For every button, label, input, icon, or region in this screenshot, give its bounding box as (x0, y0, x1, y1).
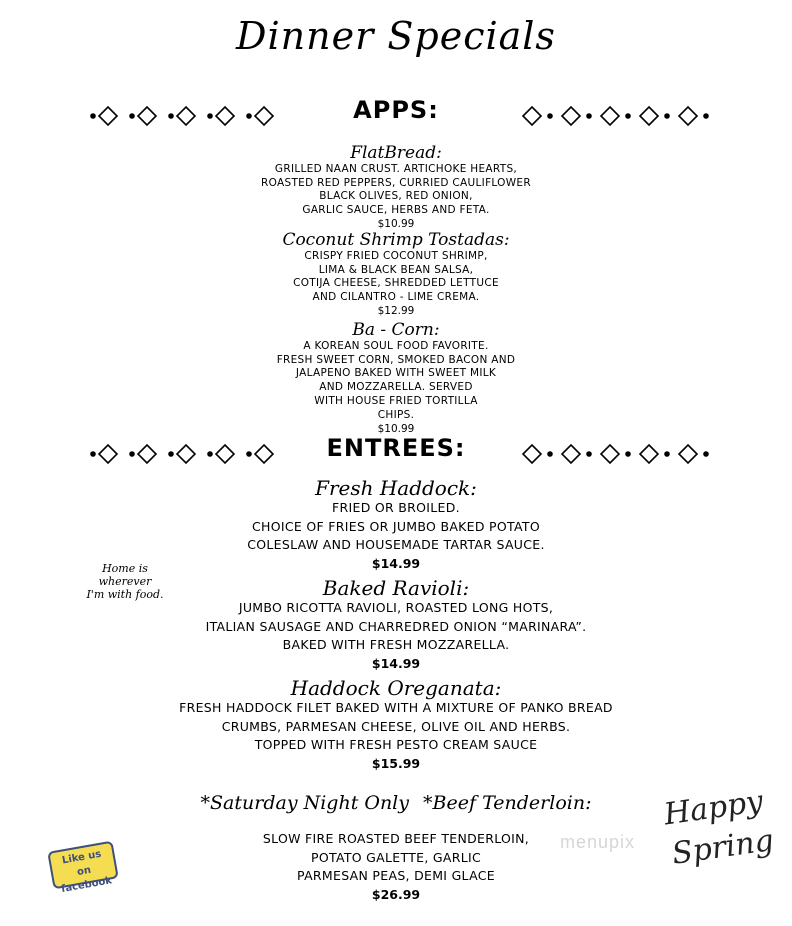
item-description: GRILLED NAAN CRUST. ARTICHOKE HEARTS, ROASTED RED PEPPERS, CURRIED CAULIFLOWER BLACK OLIVES, RED ONION, GARLIC SAUCE, HERBS AND FETA. (261, 162, 531, 217)
item-name: Haddock Oreganata: (290, 676, 502, 700)
item-description: FRESH HADDOCK FILET BAKED WITH A MIXTURE OF PANKO BREAD CRUMBS, PARMESAN CHEESE, OLIVE OIL AND HERBS. TOPPED WITH FRESH PESTO CREAM SAUCE (179, 700, 613, 752)
entrees-section-header (0, 434, 792, 474)
item-description: FRIED OR BROILED. CHOICE OF FRIES OR JUMBO BAKED POTATO COLESLAW AND HOUSEMADE TARTAR SAUCE. (247, 500, 545, 552)
item-description: A KOREAN SOUL FOOD FAVORITE. FRESH SWEET CORN, SMOKED BACON AND JALAPENO BAKED WITH SWEET MILK AND MOZZARELLA. SERVED WITH HOUSE FRIED TORTILLA CHIPS. (276, 339, 516, 421)
menu-item (0, 232, 792, 317)
diamond-divider-right-icon (520, 440, 716, 468)
special-tag: *Saturday Night Only (200, 792, 409, 814)
item-price: $15.99 (371, 755, 421, 771)
item-price: $26.99 (371, 886, 421, 902)
diamond-divider-right-icon (520, 102, 716, 130)
apps-section-header (0, 96, 792, 136)
food-quote: Home is wherever I'm with food. (86, 562, 164, 601)
item-name: FlatBread: (350, 143, 442, 163)
item-description: CRISPY FRIED COCONUT SHRIMP, LIMA & BLACK BEAN SALSA, COTIJA CHEESE, SHREDDED LETTUCE AND CILANTRO - LIME CREMA. (293, 249, 499, 304)
special-name: *Beef Tenderloin: (423, 792, 592, 814)
item-price: $10.99 (377, 422, 415, 435)
watermark: menupix (560, 832, 636, 852)
item-description: SLOW FIRE ROASTED BEEF TENDERLOIN, POTATO GALETTE, GARLIC PARMESAN PEAS, DEMI GLACE (262, 831, 530, 883)
page-title: Dinner Specials (236, 14, 556, 58)
item-price: $10.99 (377, 218, 415, 231)
menu-item (0, 145, 792, 230)
item-name: Baked Ravioli: (322, 576, 470, 600)
item-name: Ba - Corn: (352, 320, 440, 340)
item-price: $14.99 (371, 655, 421, 671)
facebook-badge[interactable]: Like us on facebook (47, 841, 119, 890)
entrees-heading: ENTREES: (326, 434, 466, 462)
item-name: Coconut Shrimp Tostadas: (282, 230, 510, 250)
menu-item (0, 678, 792, 773)
apps-heading: APPS: (353, 96, 439, 124)
item-price: $12.99 (377, 305, 415, 318)
happy-spring-lettering: Happy Spring (661, 783, 776, 872)
item-price: $14.99 (371, 555, 421, 571)
item-name: Fresh Haddock: (315, 476, 477, 500)
menu-item (0, 478, 792, 573)
menu-item (0, 322, 792, 435)
item-description: JUMBO RICOTTA RAVIOLI, ROASTED LONG HOTS, ITALIAN SAUSAGE AND CHARREDRED ONION “MARINARA”. BAKED WITH FRESH MOZZARELLA. (205, 600, 587, 652)
